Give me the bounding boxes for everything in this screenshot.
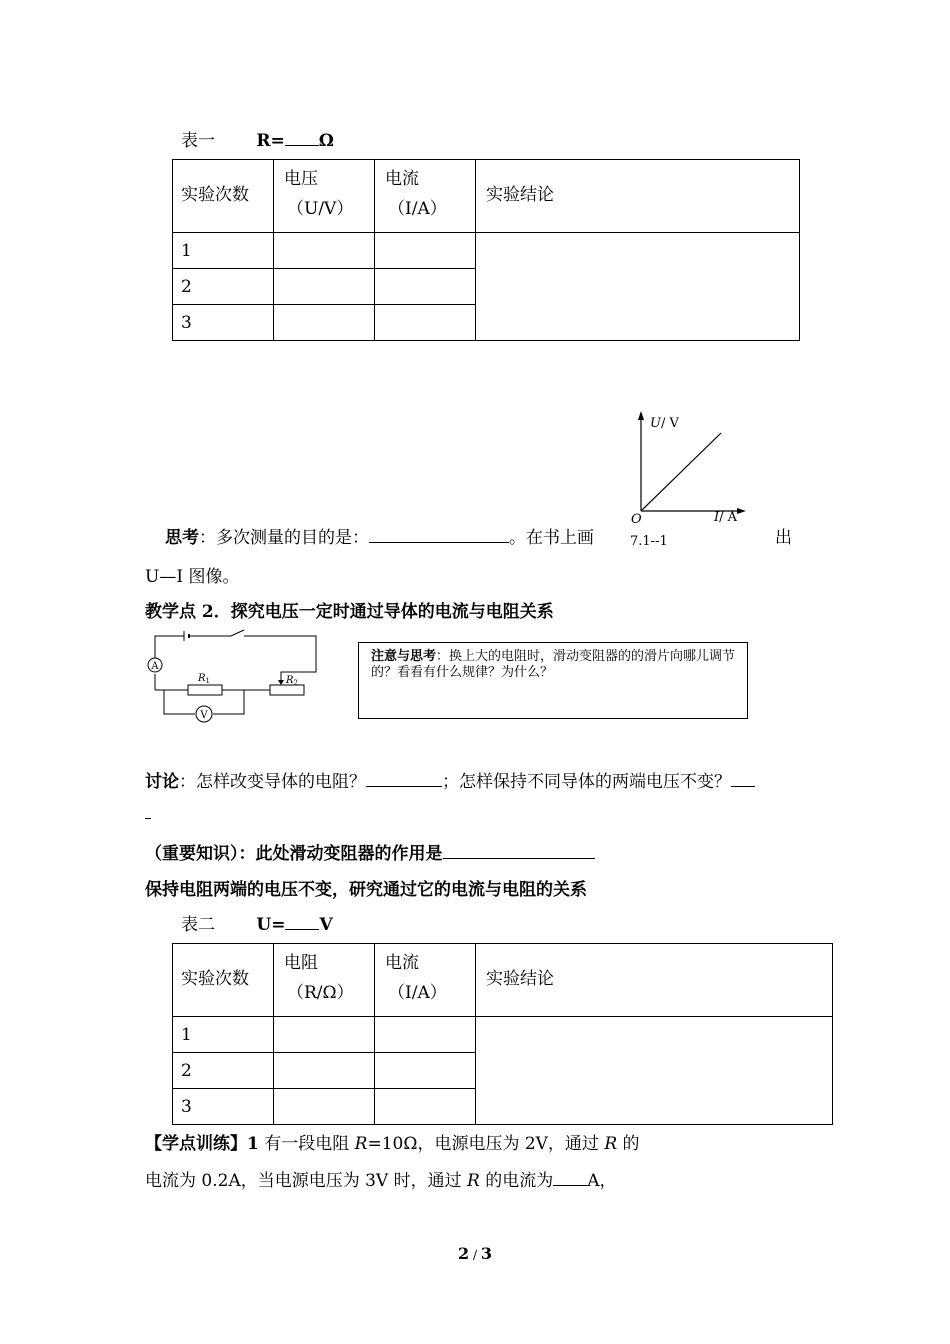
table2-header-resistance: 电阻 （R/Ω）: [274, 944, 375, 1017]
table1-conclusion-input[interactable]: [476, 233, 800, 341]
table2-current-input-1[interactable]: [375, 1017, 476, 1053]
keep-voltage-statement: 保持电阻两端的电压不变，研究通过它的电流与电阻的关系: [145, 880, 587, 900]
discussion-blank-tail[interactable]: [145, 818, 151, 819]
keep-voltage-blank[interactable]: [731, 772, 755, 787]
change-resistance-blank[interactable]: [366, 772, 442, 787]
table2-resistance-input-1[interactable]: [274, 1017, 375, 1053]
table2-header-trial: 实验次数: [173, 944, 274, 1017]
ammeter-label: A: [151, 661, 159, 672]
table1-voltage-input-1[interactable]: [274, 233, 375, 269]
table1-voltage-input-3[interactable]: [274, 305, 375, 341]
table1-current-input-2[interactable]: [375, 269, 476, 305]
think-line-2: U—I 图像。: [145, 567, 240, 587]
table1-header-conclusion: 实验结论: [476, 160, 800, 233]
table1-caption: [181, 126, 334, 151]
x-axis-label: I/ A: [714, 510, 738, 525]
voltmeter-label: V: [200, 710, 208, 721]
origin-label: O: [631, 512, 642, 527]
table2-resistance-input-2[interactable]: [274, 1053, 375, 1089]
resistance-blank[interactable]: [285, 131, 319, 146]
discussion-line: 讨论：怎样改变导体的电阻？ ；怎样保持不同导体的两端电压不变？: [145, 767, 755, 792]
table1-caption-label: 表一: [181, 131, 215, 151]
table-row: 1: [173, 1017, 833, 1053]
table2: [172, 943, 833, 1125]
y-axis-arrow: [638, 411, 644, 420]
r1-label: $R_1$: [198, 673, 210, 685]
important-line: （重要知识）：此处滑动变阻器的作用是: [145, 839, 595, 864]
table-row: 3: [173, 1089, 833, 1125]
exercise-line-2: 电流为 0.2A，当电源电压为 3V 时，通过 R 的电流为 A，: [145, 1171, 617, 1191]
note-label: 注意与思考: [371, 649, 437, 664]
current-answer-blank[interactable]: [553, 1171, 587, 1186]
table2-header-conclusion: 实验结论: [476, 944, 833, 1017]
x-axis-arrow: [737, 508, 746, 514]
switch: [231, 630, 244, 636]
table1-current-input-3[interactable]: [375, 305, 476, 341]
section2-title: 教学点 2．探究电压一定时通过导体的电流与电阻关系: [145, 602, 554, 622]
note-text: ：换上大的电阻时，滑动变阻器的的滑片向哪儿调节的？看看有什么规律？为什么？: [371, 649, 736, 680]
table2-current-input-2[interactable]: [375, 1053, 476, 1089]
r2-label: $R_2$: [286, 675, 298, 687]
ui-line: [641, 433, 721, 511]
table2-current-input-3[interactable]: [375, 1089, 476, 1125]
table1-header-current: 电流 （I/A）: [375, 160, 476, 233]
think-tail: 出: [775, 528, 792, 548]
table2-resistance-input-3[interactable]: [274, 1089, 375, 1125]
slider-arrow: [278, 680, 284, 685]
ui-graph: [620, 405, 760, 550]
resistor-r1: [188, 685, 222, 695]
table2-header-current: 电流 （I/A）: [375, 944, 476, 1017]
table2-caption: [181, 910, 333, 935]
table1-current-input-1[interactable]: [375, 233, 476, 269]
rheostat-role-blank[interactable]: [443, 844, 595, 859]
table2-conclusion-input[interactable]: [476, 1017, 833, 1125]
circuit-diagram: [140, 627, 325, 727]
resistor-r2: [270, 685, 304, 695]
y-axis-label: U/ V: [650, 416, 679, 431]
table1-header-voltage: 电压 （U/V）: [274, 160, 375, 233]
table-row: 1: [173, 233, 800, 269]
table-row: 3: [173, 305, 800, 341]
note-box: [358, 642, 748, 719]
table-row: 2: [173, 1053, 833, 1089]
table-row: 2: [173, 269, 800, 305]
table1-param: R= Ω: [256, 131, 334, 151]
table1: [172, 159, 800, 341]
figure-number: 7.1--1: [630, 534, 668, 549]
table2-caption-label: 表二: [181, 915, 215, 935]
table1-voltage-input-2[interactable]: [274, 269, 375, 305]
page-number: 2 / 3: [458, 1244, 492, 1263]
purpose-blank[interactable]: [369, 528, 509, 543]
voltage-blank[interactable]: [285, 915, 319, 930]
think-line: 思考：多次测量的目的是： 。在书上画: [165, 528, 594, 548]
table2-param: U= V: [256, 915, 333, 935]
exercise-line-1: 【学点训练】1 有一段电阻 R=10Ω，电源电压为 2V，通过 R 的: [145, 1134, 640, 1154]
table1-header-trial: 实验次数: [173, 160, 274, 233]
